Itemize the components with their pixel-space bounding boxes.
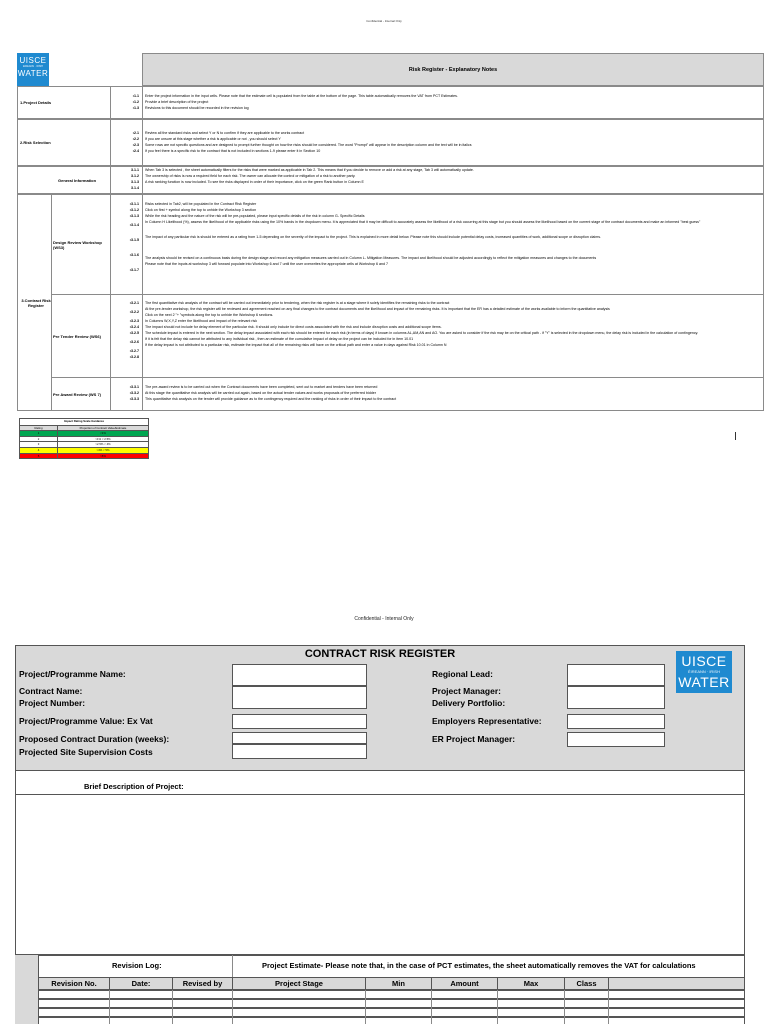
item-number: 3.1.1 [131, 168, 139, 172]
item-number: •3.2.2 [129, 310, 139, 314]
label-project-number: Project Number: [19, 698, 86, 708]
impact-proportion: >2.5% < 4% [95, 442, 111, 447]
section-label: 1.Project Details [20, 100, 52, 105]
revision-table-body [38, 990, 745, 1024]
section-numbers [111, 93, 142, 111]
impact-rating-table [19, 418, 149, 459]
note-line: Click on the next 2 "+ "symbols along the top to unhide the Workshop 6 sections. [145, 313, 274, 317]
label-contract-name: Contract Name: [19, 686, 83, 696]
item-number: •3.2.4 [129, 325, 139, 329]
section-numbers [111, 201, 142, 273]
revision-left-shade [15, 955, 39, 1024]
section-risk-selection [17, 119, 764, 166]
section-numbers [111, 384, 142, 402]
logo-line-1: UISCE [681, 653, 727, 669]
note-line: Enter the project information in the input cells. Please note that the estimate cell is populated from the table at the bottom of the page. This table automatically removes the VAT from PCT Estimates. [145, 94, 458, 98]
impact-row [20, 430, 148, 436]
impact-header-proportion: Proportion of Contract Value/Estimate [79, 425, 127, 430]
note-line: The ownership of risks is now a required field for each risk. The owner can allocate the control or mitigation of a risk to another party. [145, 174, 356, 178]
item-number: 3.1.2 [131, 174, 139, 178]
revision-log-title: Revision Log: [112, 961, 162, 970]
label-delivery-portfolio: Delivery Portfolio: [432, 698, 506, 708]
note-line: The schedule impact is entered in the next section. The delay impact associated with each risk should be entered for each risk (in terms of days) if known in columns AL,AM,AN and AO. You are asked to consider if the risk may be on the critical path - if "Y" is selected in the dropdown menu, the delay risk is included in the calculation of contingency. [145, 331, 699, 335]
note-line: When Tab 3 is selected , the sheet automatically filters for the risks that were marked as applicable in Tab 2. This means that if you decide to remove or add a risk at any stage, Tab 3 will automatically update. [145, 168, 474, 172]
label-regional-lead: Regional Lead: [432, 669, 493, 679]
subsection-label: Design Review Workshop (WS3) [53, 239, 102, 250]
item-number: •3.2.5 [129, 331, 139, 335]
divider [431, 990, 432, 1024]
impact-row [20, 441, 148, 447]
header-min: Min [365, 977, 432, 990]
brief-description-label: Brief Description of Project: [84, 782, 184, 791]
label-er-project-manager: ER Project Manager: [432, 734, 516, 744]
divider [172, 990, 173, 1024]
divider [51, 377, 763, 378]
label-programme-value: Project/Programme Value: Ex Vat [19, 716, 153, 726]
header-amount: Amount [431, 977, 498, 990]
section-text [143, 201, 761, 267]
section-project-details [17, 86, 764, 119]
logo-line-2: ÉIREANN · IRISH [687, 669, 720, 674]
item-number: •3.3.3 [129, 397, 139, 401]
item-number: •3.3.1 [129, 385, 139, 389]
divider [232, 990, 233, 1024]
notes-header [142, 53, 764, 86]
section-label: General Information [58, 177, 97, 183]
header-class: Class [564, 977, 609, 990]
impact-title-row [20, 419, 148, 425]
note-line: The impact of any particular risk is should be entered as a rating from 1-5 depending on the severity of the impact to the project. This is explained in more detail below. Please note this should include potential delay costs, increased quantities of work, additional scope or disruption claims. [145, 235, 601, 239]
item-number: •3.1.6 [129, 253, 139, 257]
note-line: The impact should not include for delay element of the particular risk. It should only include for direct costs associated with the risk and include disruption costs and additional scope items. [145, 325, 442, 329]
contract-duration-field[interactable] [232, 732, 367, 744]
item-number: •3.1.4 [129, 223, 139, 227]
site-supervision-costs-field[interactable] [232, 744, 367, 759]
header-date: Date: [109, 977, 173, 990]
contract-name-field[interactable] [232, 686, 367, 709]
section-numbers [111, 300, 142, 360]
item-number: 3.1.4 [131, 186, 139, 190]
uisce-logo-notes [17, 53, 49, 86]
note-line: The first quantitative risk analysis of the contract will be carried out immediately prior to tendering, when the risk register is at a stage where it solely identifies the remaining risks to the contract [145, 301, 450, 305]
uisce-logo-register [676, 651, 732, 693]
divider [608, 990, 609, 1024]
label-employers-representative: Employers Representative: [432, 716, 542, 726]
impact-proportion: <1% [100, 431, 106, 436]
logo-line-3: WATER [678, 674, 730, 690]
divider [365, 990, 366, 1024]
section-label: 3.Contract Risk Register [21, 297, 51, 308]
project-programme-name-field[interactable] [232, 664, 367, 686]
divider [109, 990, 110, 1024]
section-text [143, 93, 761, 111]
item-number: •1.1 [132, 94, 139, 98]
section-numbers [111, 167, 142, 191]
impact-title: Impact Rating Scale Guidance [63, 419, 105, 423]
item-number: 3.1.3 [131, 180, 139, 184]
subsection-label: Pre Tender Review (WS6) [53, 333, 101, 339]
impact-proportion: >5% [100, 453, 106, 458]
subsection-label: Pre Award Review (WS 7) [53, 391, 102, 397]
item-number: •1.2 [132, 100, 139, 104]
note-line: If you are unsure at this stage whether a risk is applicable or not , you should select Y [145, 137, 281, 141]
item-number: •3.1.5 [129, 238, 139, 242]
table-row[interactable] [38, 990, 745, 999]
impact-row [20, 453, 148, 459]
note-line: At the pre-tender workshop, the risk register will be reviewed and agreement reached on any final changes to the contract documents and the likelihood and impact of the remaining risks. It is important that the ER has a detailed estimate of the works available to inform the quantitative analysis [145, 307, 610, 311]
item-number: •1.3 [132, 106, 139, 110]
item-number: •3.1.1 [129, 202, 139, 206]
note-line: Review all the standard risks and select Y or N to confirm if they are applicable to the works contract [145, 131, 305, 135]
employers-representative-field[interactable] [567, 714, 665, 729]
table-row[interactable] [38, 1017, 745, 1024]
logo-line-2: ÉIREANN · IRISH [22, 65, 43, 68]
divider [564, 990, 565, 1024]
divider [51, 294, 763, 295]
item-number: •3.1.2 [129, 208, 139, 212]
header-project-stage: Project Stage [232, 977, 366, 990]
item-number: •2.2 [132, 137, 139, 141]
label-site-supervision-costs: Projected Site Supervision Costs [19, 747, 153, 757]
logo-line-3: WATER [17, 69, 49, 78]
note-line: If you feel there is a specific risk to the contract that is not included in sections 1-9 please enter it in Section 10 [145, 149, 321, 153]
divider [497, 990, 498, 1024]
regional-lead-field[interactable] [567, 664, 665, 686]
item-number: •3.2.7 [129, 349, 139, 353]
note-line: Provide a brief description of the project [145, 100, 209, 104]
section-text [143, 130, 761, 154]
item-number: •3.1.3 [129, 214, 139, 218]
header-revision-no: Revision No. [38, 977, 110, 990]
project-manager-field[interactable] [567, 686, 665, 709]
impact-rating: 4 [20, 448, 58, 453]
section-numbers [111, 130, 142, 154]
impact-proportion: >1% < 2.5% [95, 436, 111, 441]
item-number: •3.2.1 [129, 301, 139, 305]
item-number: •3.1.7 [129, 268, 139, 272]
impact-row [20, 447, 148, 453]
note-line: A risk ranking function is now included. To see the risks displayed in order of their importance, click on the green Rank button in Column E [145, 180, 364, 184]
section-general-information [17, 166, 764, 194]
impact-rating: 3 [20, 442, 58, 447]
section-text [143, 300, 761, 348]
divider [15, 794, 745, 795]
item-number: •3.3.2 [129, 391, 139, 395]
table-row[interactable] [38, 999, 745, 1008]
note-line: If it is felt that the delay risk cannot be attributed to any individual risk , then an estimate of the cumulative impact of delay on the project can be included for in item 10.01 [145, 337, 414, 341]
notes-title: Risk Register - Explanatory Notes [408, 67, 498, 73]
note-line: Some rows are not specific questions and are designed to prompt further thought on how the risks should be considered. The word "Prompt" will appear in the description column and the text will be in italics [145, 143, 472, 147]
impact-rating: 2 [20, 437, 58, 442]
section-text [143, 384, 761, 402]
impact-header-row [20, 425, 148, 431]
section-contract-risk-register [17, 194, 764, 411]
er-project-manager-field[interactable] [567, 732, 665, 747]
header-revised-by: Revised by [172, 977, 233, 990]
confidential-note-mid: Confidential - Internal Only [354, 616, 414, 622]
label-contract-duration: Proposed Contract Duration (weeks): [19, 734, 170, 744]
note-line: If the delay impact is not attributed to a particular risk, estimate the impact that all of the remaining risks will have on the critical path and enter a value in days against Risk 10.01 in Column N [145, 343, 447, 347]
label-project-manager: Project Manager: [432, 686, 501, 696]
item-number: •3.2.3 [129, 319, 139, 323]
note-line: This quantitative risk analysis on the tender will provide guidance as to the contingency required and the ranking of risks in order of their impact to the contract [145, 397, 397, 401]
note-line: Risks selected in Tab2, will be populated in the Contract Risk Register [145, 202, 257, 206]
text-cursor [735, 432, 736, 440]
note-line: In Column H Likelihood (%), assess the likelihood of the applicable risks using the 10% bands in the dropdown menu. It is appreciated that it may be difficult to accurately assess the likelihood of a risk occurring at this stage but you should assess the likelihood based on the current stage of the contract documents and make an informed "best guess" [145, 220, 701, 224]
note-line: Revisions to this document should be recorded in the revision log [145, 106, 249, 110]
note-line: Please note that the inputs at workshop 3 will forward populate into Workshop 6 and 7 until the user overwrites the appropriate cells at Workshop 6 and 7 [145, 262, 388, 266]
impact-rating: 1 [20, 431, 58, 436]
impact-rating: 5 [20, 454, 58, 459]
item-number: •2.3 [132, 143, 139, 147]
header-blank [608, 977, 745, 990]
table-row[interactable] [38, 1008, 745, 1017]
divider [232, 955, 233, 977]
register-title: CONTRACT RISK REGISTER [304, 648, 456, 660]
note-line: While the risk heading and the nature of the risk will be pre-populated, please input specific details of the risk in column G- Specific Details [145, 214, 365, 218]
note-line: The pre-award review is to be carried out when the Contract documents have been completed, sent out to market and tenders have been returned [145, 385, 378, 389]
note-line: In Columns W,X,Y,Z enter the likelihood and impact of the relevant risk [145, 319, 257, 323]
item-number: •2.1 [132, 131, 139, 135]
item-number: •3.2.8 [129, 355, 139, 359]
logo-line-1: UISCE [19, 56, 47, 65]
confidential-note-top: Confidential - Internal Only [366, 19, 402, 23]
impact-proportion: >4% < 5% [96, 447, 110, 452]
label-project-programme-name: Project/Programme Name: [19, 669, 126, 679]
section-text [143, 167, 761, 185]
brief-description-area[interactable] [15, 770, 745, 955]
section-label: 2.Risk Selection [20, 140, 51, 145]
impact-row [20, 436, 148, 442]
item-number: •2.4 [132, 149, 139, 153]
note-line: Click on first + symbol along the top to unhide the Workshop 3 section [145, 208, 257, 212]
programme-value-field[interactable] [232, 714, 367, 729]
header-max: Max [497, 977, 565, 990]
item-number: •3.2.6 [129, 340, 139, 344]
note-line: The analysis should be revised on a continuous basis during the design stage and record any mitigation measures carried out in Column L- Mitigation Measures. The impact and likelihood should be adjusted accordingly to reflect the mitigation measures and changes to the documents [145, 256, 597, 260]
impact-header-rating: Rating [20, 426, 58, 431]
note-line: At this stage the quantitative risk analysis will be carried out again, based on the actual tender values and works proposals of the preferred bidder [145, 391, 376, 395]
project-estimate-title: Project Estimate- Please note that, in the case of PCT estimates, the sheet automatically removes the VAT for calculations [262, 961, 696, 970]
